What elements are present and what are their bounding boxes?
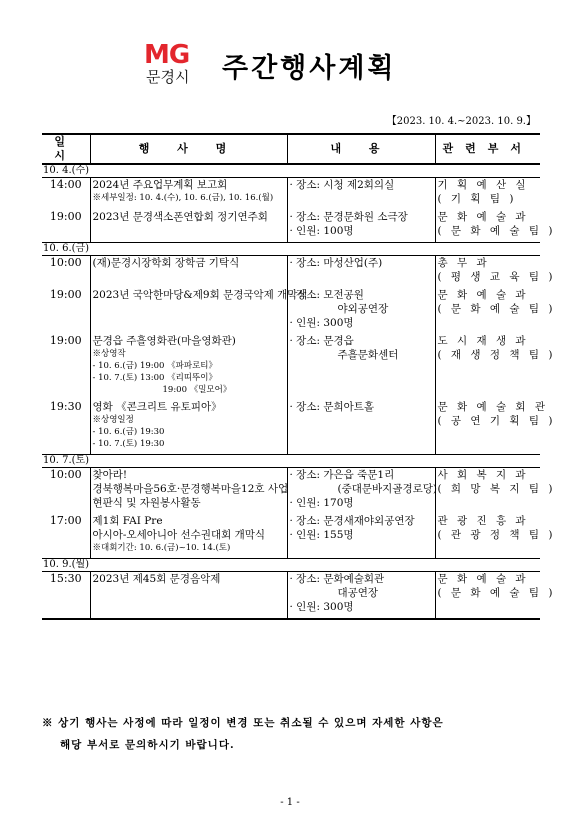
col-header-datetime: 일 시 (42, 134, 90, 164)
mg-logo (144, 42, 210, 92)
date-cell: 10. 4.(수) (42, 164, 540, 178)
document-header (0, 42, 580, 102)
event-time: 19:30 (42, 400, 90, 450)
event-subnote: - 10. 6.(금) 19:30 (92, 427, 165, 437)
dept-name: 문 화 예 술 과 (437, 573, 529, 585)
event-detail: · 장소: 모전공원 (289, 289, 364, 301)
event-time: 14:00 (42, 178, 90, 207)
event-dept-cell (435, 468, 556, 511)
event-name-cell (90, 256, 287, 285)
page-number: - 1 - (280, 797, 300, 808)
event-time: 10:00 (42, 468, 90, 511)
event-subnote: ※상영작 (92, 349, 126, 359)
event-detail: 주흘문화센터 (337, 349, 399, 361)
event-name: 영화 《콘크리트 유토피아》 (92, 401, 222, 413)
event-detail: · 인원: 300명 (289, 317, 354, 329)
event-time: 19:00 (42, 288, 90, 330)
event-name-cell (90, 514, 287, 554)
table-row (42, 514, 540, 554)
dept-team: ( 문 화 예 술 팀 ) (437, 587, 556, 599)
event-dept-cell (435, 572, 556, 615)
table-row (42, 178, 540, 207)
date-row (42, 455, 540, 468)
spacer-cell (90, 614, 287, 619)
event-name-cell (90, 334, 287, 396)
dept-name: 사 회 복 지 과 (437, 469, 529, 481)
event-subnote: ※대회기간: 10. 6.(금)~10. 14.(토) (92, 543, 231, 553)
event-name-cell (90, 178, 287, 207)
event-dept-cell (435, 210, 556, 238)
event-detail: · 인원: 300명 (289, 601, 354, 613)
spacer-row (42, 614, 540, 619)
event-detail-cell (287, 178, 435, 207)
event-name-cell (90, 400, 287, 450)
event-subnote: - 10. 7.(토) 13:00 《리띠뚜이》 (92, 373, 217, 383)
date-cell: 10. 6.(금) (42, 243, 540, 256)
event-detail: · 인원: 170명 (289, 497, 354, 509)
table-header-row (42, 134, 540, 164)
date-cell: 10. 7.(토) (42, 455, 540, 468)
schedule-period: 【2023. 10. 4.~2023. 10. 9.】 (386, 116, 536, 127)
dept-name: 문 화 예 술 과 (437, 289, 529, 301)
event-name-cell (90, 572, 287, 615)
date-row (42, 243, 540, 256)
event-detail: · 장소: 마성산업(주) (289, 257, 383, 269)
event-detail-cell (287, 514, 435, 554)
event-detail-cell (287, 256, 435, 285)
event-detail: · 장소: 문경문화원 소극장 (289, 211, 408, 223)
table-row (42, 210, 540, 238)
event-detail: · 장소: 문경새재야외공연장 (289, 515, 415, 527)
event-time: 19:00 (42, 334, 90, 396)
event-detail-cell (287, 334, 435, 396)
schedule-table (42, 133, 556, 620)
table-row (42, 468, 540, 511)
event-detail: (중대문바지골경로당) (337, 483, 437, 495)
dept-team: ( 문 화 예 술 팀 ) (437, 303, 556, 315)
event-dept-cell (435, 256, 556, 285)
event-name: (재)문경시장학회 장학금 기탁식 (92, 257, 240, 269)
event-time: 10:00 (42, 256, 90, 285)
event-detail: · 장소: 문화예술회관 (289, 573, 385, 585)
event-detail: · 인원: 100명 (289, 225, 354, 237)
event-detail: 대공연장 (337, 587, 379, 599)
event-name: 찾아라! (92, 469, 128, 481)
col-header-content: 내 용 (287, 134, 435, 164)
event-subnote: - 10. 7.(토) 19:30 (92, 439, 165, 449)
event-time: 15:30 (42, 572, 90, 615)
col-header-dept: 관련부서 (435, 134, 540, 164)
event-subnote: 19:00 《밀모어》 (162, 385, 232, 395)
event-detail-cell (287, 288, 435, 330)
event-name-cell (90, 288, 308, 330)
event-dept-cell (435, 514, 556, 554)
event-dept-cell (435, 178, 540, 207)
notice (42, 712, 552, 756)
event-name: 경북행복마을56호·문경행복마을12호 사업 (92, 483, 289, 495)
table-row (42, 400, 540, 450)
spacer-cell (435, 614, 540, 619)
date-cell: 10. 9.(월) (42, 559, 540, 572)
date-row (42, 164, 540, 178)
dept-team: ( 공 연 기 획 팀 ) (437, 415, 556, 427)
dept-team: ( 희 망 복 지 팀 ) (437, 483, 556, 495)
event-detail: · 장소: 시청 제2회의실 (289, 179, 395, 191)
event-subnote: ※상영일정 (92, 415, 134, 425)
event-dept-cell (435, 288, 556, 330)
notice-line-1: ※ 상기 행사는 사정에 따라 일정이 변경 또는 취소될 수 있으며 자세한 사항은 (42, 717, 444, 729)
spacer-cell (42, 614, 90, 619)
dept-team: ( 평 생 교 육 팀 ) (437, 271, 556, 283)
dept-name: 기 획 예 산 실 (437, 179, 529, 191)
col-header-event: 행 사 명 (90, 134, 287, 164)
event-subnote: - 10. 6.(금) 19:00 《파파로티》 (92, 361, 217, 371)
event-detail: 야외공연장 (337, 303, 389, 315)
spacer-cell (287, 614, 435, 619)
event-name: 제1회 FAI Pre (92, 515, 163, 527)
event-name: 문경읍 주흘영화관(마을영화관) (92, 335, 236, 347)
event-name: 2023년 제45회 문경음악제 (92, 573, 221, 585)
event-name: 2023년 문경색소폰연합회 정기연주회 (92, 211, 268, 223)
dept-name: 문 화 예 술 과 (437, 211, 529, 223)
event-name: 2023년 국악한마당&제9회 문경국악제 개막식 (92, 289, 308, 301)
event-detail-cell (287, 468, 435, 511)
dept-name: 총 무 과 (437, 257, 490, 269)
event-detail-cell (287, 400, 435, 450)
dept-team: ( 기 획 팀 ) (437, 193, 517, 205)
schedule-body (42, 164, 556, 619)
dept-team: ( 재 생 정 책 팀 ) (437, 349, 556, 361)
event-detail: · 장소: 문경읍 (289, 335, 354, 347)
event-name-cell (90, 468, 287, 511)
event-name: 현판식 및 자원봉사활동 (92, 497, 201, 509)
dept-name: 관 광 진 흥 과 (437, 515, 529, 527)
event-name: 아시아-오세아니아 선수권대회 개막식 (92, 529, 266, 541)
event-name-cell (90, 210, 287, 238)
event-subnote: ※세부일정: 10. 4.(수), 10. 6.(금), 10. 16.(월) (92, 193, 274, 203)
dept-name: 문 화 예 술 회 관 (437, 401, 549, 413)
logo-city-text: 문경시 (146, 68, 190, 86)
dept-team: ( 문 화 예 술 팀 ) (437, 225, 556, 237)
table-row (42, 334, 540, 396)
dept-name: 도 시 재 생 과 (437, 335, 529, 347)
page-title: 주간행사계획 (222, 53, 397, 84)
event-dept-cell (435, 400, 556, 450)
dept-team: ( 관 광 정 책 팀 ) (437, 529, 556, 541)
event-detail-cell (287, 572, 435, 615)
logo-mg-text: MG (144, 40, 190, 70)
event-name: 2024년 주요업무계획 보고회 (92, 179, 228, 191)
event-detail-cell (287, 210, 435, 238)
event-time: 19:00 (42, 210, 90, 238)
table-row (42, 288, 540, 330)
event-dept-cell (435, 334, 556, 396)
table-row (42, 572, 540, 615)
event-time: 17:00 (42, 514, 90, 554)
event-detail: · 장소: 문희아트홀 (289, 401, 375, 413)
notice-line-2: 해당 부서로 문의하시기 바랍니다. (60, 739, 235, 751)
date-row (42, 559, 540, 572)
table-row (42, 256, 540, 285)
event-detail: · 인원: 155명 (289, 529, 354, 541)
event-detail: · 장소: 가은읍 죽문1리 (289, 469, 395, 481)
